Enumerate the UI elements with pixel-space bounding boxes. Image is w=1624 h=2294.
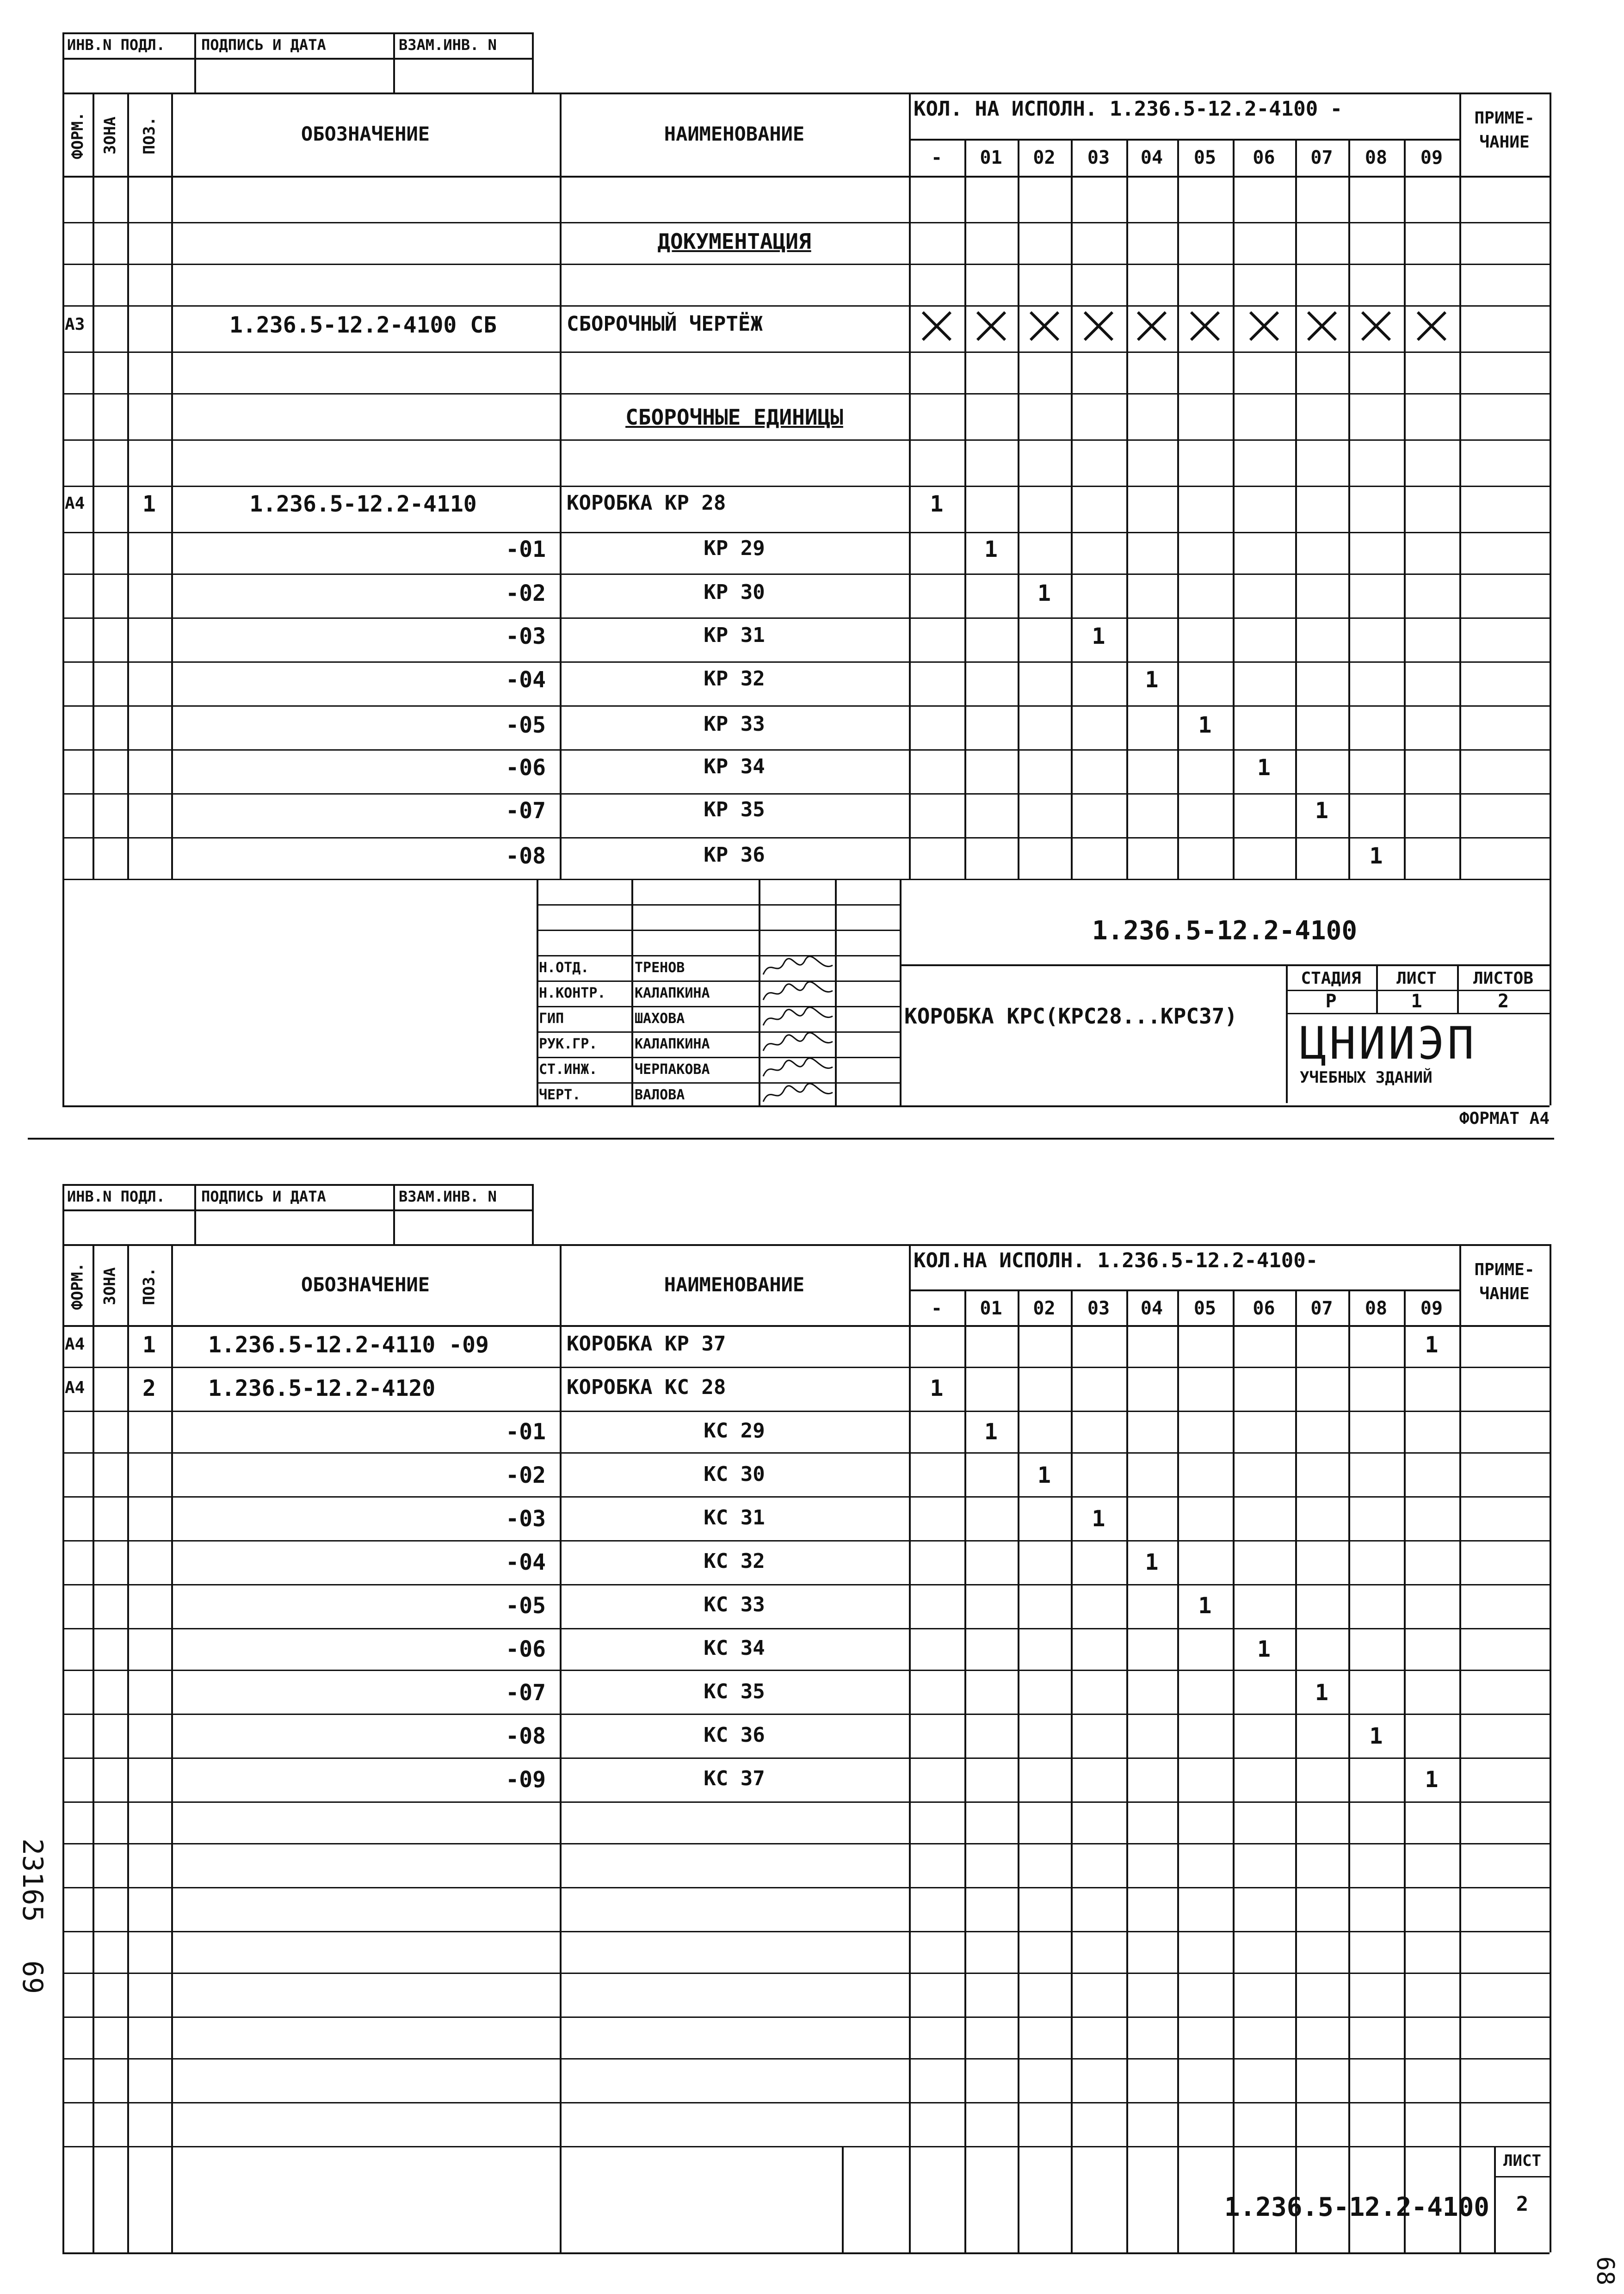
cross-mark-icon bbox=[1360, 310, 1392, 342]
row-line bbox=[62, 176, 1550, 177]
row-name: КР 31 bbox=[704, 623, 765, 647]
footer-line bbox=[842, 2146, 844, 2252]
column-line bbox=[1071, 1289, 1073, 2253]
cross-mark-icon bbox=[1189, 310, 1221, 342]
row-quantity: 1 bbox=[984, 536, 998, 562]
column-line bbox=[1177, 139, 1179, 879]
row-line bbox=[62, 2058, 1550, 2060]
title-grid-line bbox=[759, 879, 760, 1105]
stamp-line bbox=[62, 1209, 532, 1211]
title-grid-line bbox=[537, 1082, 900, 1084]
row-designation: -09 bbox=[506, 1767, 546, 1793]
row-designation: -03 bbox=[506, 623, 546, 649]
row-name: КОРОБКА КС 28 bbox=[567, 1375, 726, 1399]
row-designation: -04 bbox=[506, 1549, 546, 1575]
row-designation: 1.236.5-12.2-4120 bbox=[208, 1375, 436, 1401]
header-pos: ПОЗ. bbox=[140, 1267, 159, 1305]
variant-header: - bbox=[931, 147, 943, 168]
stamp-line bbox=[62, 32, 64, 92]
header-zone: ЗОНА bbox=[100, 1267, 119, 1305]
signer-role: СТ.ИНЖ. bbox=[539, 1061, 598, 1078]
column-line bbox=[1018, 1289, 1019, 2253]
signature-icon bbox=[761, 1058, 835, 1081]
row-name: КР 35 bbox=[704, 798, 765, 821]
row-quantity: 1 bbox=[984, 1419, 998, 1445]
row-line bbox=[62, 264, 1550, 265]
title-grid-line bbox=[900, 879, 902, 1105]
title-grid-line bbox=[537, 904, 900, 906]
row-line bbox=[62, 1973, 1550, 1974]
row-line bbox=[62, 1540, 1550, 1542]
row-position: 1 bbox=[142, 491, 156, 517]
frame-right bbox=[1550, 879, 1551, 1105]
row-line bbox=[62, 1584, 1550, 1585]
signer-name: ШАХОВА bbox=[635, 1011, 685, 1027]
title-grid-line bbox=[835, 879, 837, 1105]
stamp-line bbox=[194, 32, 196, 92]
row-designation: 1.236.5-12.2-4110 bbox=[249, 491, 477, 517]
variant-header: 04 bbox=[1140, 1297, 1163, 1319]
cross-mark-icon bbox=[1415, 310, 1448, 342]
title-grid-line bbox=[537, 1057, 900, 1058]
row-name: КР 29 bbox=[704, 536, 765, 560]
sheets-label: ЛИСТОВ bbox=[1473, 969, 1534, 988]
variant-header: 02 bbox=[1033, 1297, 1056, 1319]
row-position: 1 bbox=[142, 1332, 156, 1358]
signer-name: КАЛАПКИНА bbox=[635, 1036, 710, 1052]
header-note: ПРИМЕ-ЧАНИЕ bbox=[1474, 1260, 1535, 1303]
row-quantity: 1 bbox=[1037, 1462, 1051, 1488]
row-line bbox=[62, 305, 1550, 307]
signer-role: ГИП bbox=[539, 1011, 564, 1027]
row-designation: -01 bbox=[506, 1419, 546, 1445]
qty-subheader-line bbox=[909, 139, 1459, 141]
variant-header: - bbox=[931, 1297, 943, 1319]
row-line bbox=[62, 2102, 1550, 2103]
variant-header: 08 bbox=[1365, 147, 1388, 168]
row-name: КС 33 bbox=[704, 1593, 765, 1616]
row-line bbox=[62, 486, 1550, 487]
archive-number: 23165 bbox=[16, 1838, 49, 1922]
row-name: КС 37 bbox=[704, 1767, 765, 1790]
row-line bbox=[62, 222, 1550, 223]
row-quantity: 1 bbox=[1092, 623, 1105, 649]
row-line bbox=[62, 532, 1550, 533]
signer-role: Н.КОНТР. bbox=[539, 985, 606, 1001]
footer-line bbox=[1494, 2176, 1550, 2177]
variant-header: 01 bbox=[980, 147, 1002, 168]
row-designation: -07 bbox=[506, 798, 546, 824]
signer-name: ВАЛОВА bbox=[635, 1087, 685, 1103]
row-quantity: 1 bbox=[930, 1375, 944, 1401]
column-line bbox=[1404, 139, 1406, 879]
title-grid-line bbox=[1286, 1013, 1550, 1014]
organization-name: ЦНИИЭП bbox=[1300, 1018, 1477, 1069]
row-line bbox=[62, 1628, 1550, 1629]
row-quantity: 1 bbox=[1092, 1506, 1105, 1532]
title-grid-line bbox=[537, 1006, 900, 1007]
variant-header: 03 bbox=[1087, 147, 1110, 168]
row-name: КС 30 bbox=[704, 1462, 765, 1486]
cross-mark-icon bbox=[1136, 310, 1168, 342]
row-designation: 1.236.5-12.2-4100 СБ bbox=[229, 312, 497, 338]
stamp-line bbox=[194, 1184, 196, 1244]
row-designation: -06 bbox=[506, 755, 546, 781]
cross-mark-icon bbox=[920, 310, 953, 342]
row-quantity: 1 bbox=[1198, 712, 1212, 738]
document-code: 1.236.5-12.2-4100 bbox=[1224, 2192, 1489, 2222]
section-heading: ДОКУМЕНТАЦИЯ bbox=[657, 229, 811, 254]
row-quantity: 1 bbox=[1369, 1723, 1383, 1749]
document-code: 1.236.5-12.2-4100 bbox=[1092, 916, 1358, 946]
stamp-line bbox=[532, 32, 534, 92]
header-name: НАИМЕНОВАНИЕ bbox=[664, 1273, 805, 1296]
frame-right bbox=[1550, 92, 1551, 879]
row-line bbox=[62, 793, 1550, 795]
frame-top bbox=[62, 1244, 1550, 1246]
variant-header: 09 bbox=[1420, 147, 1443, 168]
header-designation: ОБОЗНАЧЕНИЕ bbox=[301, 1273, 430, 1296]
frame-left bbox=[62, 1244, 64, 2252]
row-quantity: 1 bbox=[1369, 843, 1383, 869]
row-format: А3 bbox=[65, 315, 85, 334]
row-designation: -01 bbox=[506, 536, 546, 562]
column-line bbox=[1071, 139, 1073, 879]
stamp-line bbox=[62, 58, 532, 60]
row-line bbox=[62, 1758, 1550, 1759]
column-line bbox=[1295, 1289, 1297, 2253]
variant-header: 05 bbox=[1193, 1297, 1216, 1319]
cross-mark-icon bbox=[1248, 310, 1280, 342]
stamp-line bbox=[393, 1184, 395, 1244]
row-line bbox=[62, 1801, 1550, 1803]
title-grid-line bbox=[537, 930, 900, 931]
header-designation: ОБОЗНАЧЕНИЕ bbox=[301, 123, 430, 145]
variant-header: 07 bbox=[1310, 147, 1333, 168]
row-position: 2 bbox=[142, 1375, 156, 1401]
row-quantity: 1 bbox=[1315, 1680, 1328, 1706]
row-line bbox=[62, 2146, 1550, 2147]
row-name: КОРОБКА КР 28 bbox=[567, 491, 726, 515]
row-quantity: 1 bbox=[1257, 1636, 1271, 1662]
row-quantity: 1 bbox=[1425, 1332, 1439, 1358]
row-format: А4 bbox=[65, 494, 85, 513]
row-designation: 1.236.5-12.2-4110 -09 bbox=[208, 1332, 489, 1358]
row-quantity: 1 bbox=[1425, 1767, 1439, 1793]
header-format: ФОРМ. bbox=[68, 111, 87, 160]
row-designation: -04 bbox=[506, 667, 546, 693]
signer-name: ТРЕНОВ bbox=[635, 960, 685, 976]
variant-header: 04 bbox=[1140, 147, 1163, 168]
row-line bbox=[62, 574, 1550, 575]
row-line bbox=[62, 705, 1550, 707]
product-name: КОРОБКА КРС(КРС28...КРС37) bbox=[904, 1004, 1238, 1029]
stamp-line bbox=[532, 1184, 534, 1244]
variant-header: 07 bbox=[1310, 1297, 1333, 1319]
sheet-separator bbox=[28, 1138, 1554, 1140]
row-designation: -05 bbox=[506, 1593, 546, 1619]
frame-left bbox=[62, 879, 64, 1105]
cross-mark-icon bbox=[1028, 310, 1061, 342]
row-line bbox=[62, 352, 1550, 353]
variant-header: 06 bbox=[1253, 147, 1275, 168]
row-name: КР 30 bbox=[704, 580, 765, 604]
signer-role: ЧЕРТ. bbox=[539, 1087, 581, 1103]
column-line bbox=[1459, 1244, 1461, 2252]
title-grid-line bbox=[537, 879, 900, 880]
row-format: А4 bbox=[65, 1335, 85, 1354]
qty-subheader-line bbox=[909, 1289, 1459, 1291]
row-line bbox=[62, 837, 1550, 839]
sheets-value: 2 bbox=[1497, 991, 1509, 1012]
row-quantity: 1 bbox=[1037, 580, 1051, 606]
row-name: СБОРОЧНЫЙ ЧЕРТЁЖ bbox=[567, 312, 763, 336]
row-line bbox=[62, 1496, 1550, 1498]
header-zone: ЗОНА bbox=[100, 117, 119, 154]
signer-name: ЧЕРПАКОВА bbox=[635, 1061, 710, 1078]
row-line bbox=[62, 1843, 1550, 1844]
row-quantity: 1 bbox=[930, 491, 944, 517]
row-quantity: 1 bbox=[1198, 1593, 1212, 1619]
stamp-line bbox=[62, 1184, 64, 1244]
sheet-label: ЛИСТ bbox=[1396, 969, 1437, 988]
title-grid-line bbox=[537, 955, 900, 956]
row-line bbox=[62, 2016, 1550, 2018]
row-name: КС 32 bbox=[704, 1549, 765, 1573]
row-name: КС 35 bbox=[704, 1680, 765, 1703]
row-name: КС 29 bbox=[704, 1419, 765, 1443]
cross-mark-icon bbox=[975, 310, 1007, 342]
frame-bottom bbox=[62, 2252, 1550, 2254]
row-quantity: 1 bbox=[1257, 755, 1271, 781]
signature-icon bbox=[761, 1032, 835, 1055]
row-designation: -08 bbox=[506, 843, 546, 869]
frame-right bbox=[1550, 1244, 1551, 2252]
signer-role: Н.ОТД. bbox=[539, 960, 589, 976]
frame-top bbox=[62, 92, 1550, 94]
row-format: А4 bbox=[65, 1378, 85, 1397]
stamp-label: ВЗАМ.ИНВ. N bbox=[399, 1188, 497, 1205]
column-line bbox=[1018, 139, 1019, 879]
variant-header: 09 bbox=[1420, 1297, 1443, 1319]
row-line bbox=[62, 749, 1550, 751]
row-line bbox=[62, 1325, 1550, 1326]
row-quantity: 1 bbox=[1315, 798, 1328, 824]
row-name: КР 33 bbox=[704, 712, 765, 736]
sheet-label: ЛИСТ bbox=[1503, 2152, 1541, 2170]
variant-header: 01 bbox=[980, 1297, 1002, 1319]
variant-header: 06 bbox=[1253, 1297, 1275, 1319]
row-line bbox=[62, 1931, 1550, 1932]
stamp-line bbox=[62, 32, 532, 34]
header-qty-title: КОЛ.НА ИСПОЛН. 1.236.5-12.2-4100- bbox=[914, 1249, 1318, 1272]
column-line bbox=[1233, 1289, 1235, 2253]
header-note: ПРИМЕ-ЧАНИЕ bbox=[1474, 109, 1535, 152]
row-line bbox=[62, 439, 1550, 441]
cross-mark-icon bbox=[1306, 310, 1338, 342]
variant-header: 08 bbox=[1365, 1297, 1388, 1319]
row-designation: -06 bbox=[506, 1636, 546, 1662]
stamp-label: ВЗАМ.ИНВ. N bbox=[399, 36, 497, 54]
row-designation: -02 bbox=[506, 580, 546, 606]
row-name: КС 36 bbox=[704, 1723, 765, 1747]
sheet-value: 1 bbox=[1411, 991, 1422, 1012]
row-name: КР 32 bbox=[704, 667, 765, 691]
row-designation: -07 bbox=[506, 1680, 546, 1706]
row-designation: -05 bbox=[506, 712, 546, 738]
column-line bbox=[560, 1244, 562, 2252]
column-line bbox=[964, 139, 966, 879]
row-line bbox=[62, 661, 1550, 663]
title-grid-line bbox=[537, 1105, 900, 1107]
row-line bbox=[62, 1452, 1550, 1454]
cross-mark-icon bbox=[1082, 310, 1115, 342]
variant-header: 02 bbox=[1033, 147, 1056, 168]
row-name: КР 34 bbox=[704, 755, 765, 778]
column-line bbox=[1126, 1289, 1128, 2253]
column-line bbox=[93, 1244, 94, 2252]
row-name: КС 31 bbox=[704, 1506, 765, 1529]
signer-name: КАЛАПКИНА bbox=[635, 985, 710, 1001]
column-line bbox=[1295, 139, 1297, 879]
stage-label: СТАДИЯ bbox=[1301, 969, 1361, 988]
row-name: КОРОБКА КР 37 bbox=[567, 1332, 726, 1356]
sheet-value: 2 bbox=[1516, 2192, 1529, 2216]
row-quantity: 1 bbox=[1145, 1549, 1159, 1575]
title-grid-line bbox=[900, 964, 1550, 966]
row-name: КС 34 bbox=[704, 1636, 765, 1660]
header-pos: ПОЗ. bbox=[140, 117, 159, 154]
page-number-small: 69 bbox=[16, 1960, 49, 1994]
row-quantity: 1 bbox=[1145, 667, 1159, 693]
header-format: ФОРМ. bbox=[68, 1262, 87, 1310]
column-line bbox=[1348, 1289, 1350, 2253]
column-line bbox=[171, 1244, 173, 2252]
signature-icon bbox=[761, 956, 835, 979]
title-grid-line bbox=[537, 1031, 900, 1033]
title-grid-line bbox=[537, 879, 538, 1105]
stamp-label: ИНВ.N ПОДЛ. bbox=[67, 36, 165, 54]
organization-subtitle: УЧЕБНЫХ ЗДАНИЙ bbox=[1300, 1068, 1433, 1087]
title-grid-line bbox=[631, 879, 633, 1105]
stamp-label: ПОДПИСЬ И ДАТА bbox=[201, 36, 326, 54]
format-label: ФОРМАТ А4 bbox=[1459, 1109, 1550, 1128]
stamp-label: ПОДПИСЬ И ДАТА bbox=[201, 1188, 326, 1205]
row-line bbox=[62, 1367, 1550, 1368]
stamp-line bbox=[62, 1184, 532, 1186]
section-heading: СБОРОЧНЫЕ ЕДИНИЦЫ bbox=[625, 405, 843, 430]
row-line bbox=[62, 1714, 1550, 1715]
row-line bbox=[62, 1411, 1550, 1412]
stamp-label: ИНВ.N ПОДЛ. bbox=[67, 1188, 165, 1205]
signature-icon bbox=[761, 1083, 835, 1106]
variant-header: 03 bbox=[1087, 1297, 1110, 1319]
header-qty-title: КОЛ. НА ИСПОЛН. 1.236.5-12.2-4100 - bbox=[914, 97, 1343, 121]
title-grid-line bbox=[537, 980, 900, 982]
row-designation: -08 bbox=[506, 1723, 546, 1749]
signature-icon bbox=[761, 1007, 835, 1030]
row-designation: -02 bbox=[506, 1462, 546, 1488]
row-line bbox=[62, 1670, 1550, 1671]
row-line bbox=[62, 393, 1550, 395]
row-designation: -03 bbox=[506, 1506, 546, 1532]
variant-header: 05 bbox=[1193, 147, 1216, 168]
stamp-line bbox=[393, 32, 395, 92]
stage-value: Р bbox=[1325, 991, 1337, 1012]
column-line bbox=[1126, 139, 1128, 879]
page-number-corner: 68 bbox=[1591, 2256, 1619, 2286]
column-line bbox=[1348, 139, 1350, 879]
row-name: КР 36 bbox=[704, 843, 765, 867]
column-line bbox=[1177, 1289, 1179, 2253]
row-line bbox=[62, 617, 1550, 619]
row-line bbox=[62, 1887, 1550, 1888]
signer-role: РУК.ГР. bbox=[539, 1036, 598, 1052]
signature-icon bbox=[761, 981, 835, 1005]
header-name: НАИМЕНОВАНИЕ bbox=[664, 123, 805, 145]
